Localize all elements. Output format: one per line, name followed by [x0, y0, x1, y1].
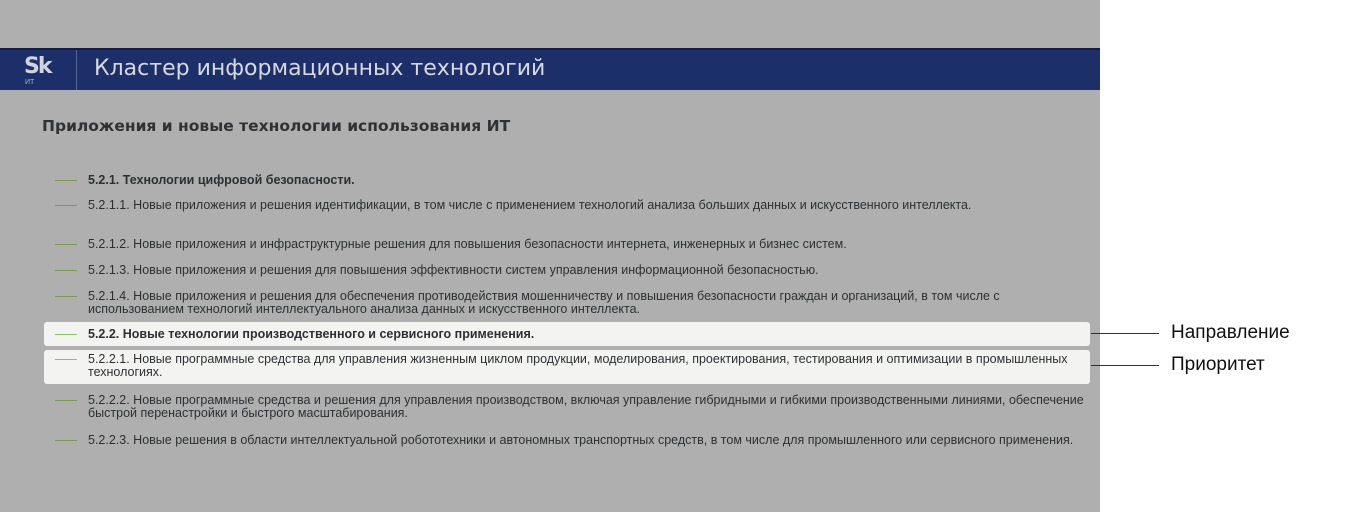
list-item-text: 5.2.1.4. Новые приложения и решения для обеспечения противодействия мошенничеству и повышения безопасности граждан и организаций, в том числе с использованием технологий интеллектуального анализа данных и искусственного интеллекта.	[88, 289, 1000, 316]
list-item-text: 5.2.1.1. Новые приложения и решения идентификации, в том числе с применением технологий анализа больших данных и искусственного интеллекта.	[88, 198, 972, 212]
list-item-priority-5214	[44, 290, 1090, 317]
dash-marker	[55, 440, 77, 441]
callout-line-direction	[1091, 333, 1159, 334]
list-item-text: 5.2.1.3. Новые приложения и решения для повышения эффективности систем управления информационной безопасностью.	[88, 263, 819, 277]
list-item-text: 5.2.2. Новые технологии производственного и сервисного применения.	[88, 327, 535, 341]
list-item-priority-5213	[44, 264, 1090, 278]
cluster-title: Кластер информационных технологий	[94, 56, 546, 81]
logo-mark: Sk	[24, 54, 51, 79]
list-item-text: 5.2.1.2. Новые приложения и инфраструктурные решения для повышения безопасности интернета, инженерных и бизнес систем.	[88, 237, 847, 251]
callout-line-priority	[1091, 365, 1159, 366]
dash-marker	[55, 334, 77, 335]
list-item-text: 5.2.2.1. Новые программные средства для управления жизненным циклом продукции, моделирования, проектирования, тестирования и оптимизации в промышленных технологиях.	[88, 352, 1068, 379]
section-title: Приложения и новые технологии использования ИТ	[42, 117, 511, 135]
logo-sub: ИТ	[25, 79, 35, 86]
callout-priority-label: Приоритет	[1171, 354, 1265, 375]
list-item-priority-5222	[44, 394, 1090, 421]
dash-marker	[55, 400, 77, 401]
list-item-direction-522	[44, 322, 1090, 346]
list-item-priority-5212	[44, 238, 1090, 252]
dash-marker	[55, 359, 77, 360]
list-item-priority-5223	[44, 434, 1090, 461]
list-item-priority-5221	[44, 350, 1090, 384]
dash-marker	[55, 296, 77, 297]
list-item-priority-5211	[44, 199, 1090, 226]
callout-direction-label: Направление	[1171, 322, 1290, 343]
dash-marker	[55, 205, 77, 206]
list-item-text: 5.2.2.3. Новые решения в области интеллектуальной робототехники и автономных транспортных средств, в том числе для промышленного или сервисного применения.	[88, 433, 1074, 447]
list-item-direction-521	[44, 174, 1090, 188]
logo	[0, 50, 77, 90]
dash-marker	[55, 244, 77, 245]
dash-marker	[55, 180, 77, 181]
list-item-text: 5.2.2.2. Новые программные средства и решения для управления производством, включая управление гибридными и гибкими производственными линиями, обеспечение быстрой перенастройки и быстрого масштабирования.	[88, 393, 1084, 420]
dash-marker	[55, 270, 77, 271]
list-item-text: 5.2.1. Технологии цифровой безопасности.	[88, 173, 355, 187]
header-bar	[0, 48, 1100, 90]
